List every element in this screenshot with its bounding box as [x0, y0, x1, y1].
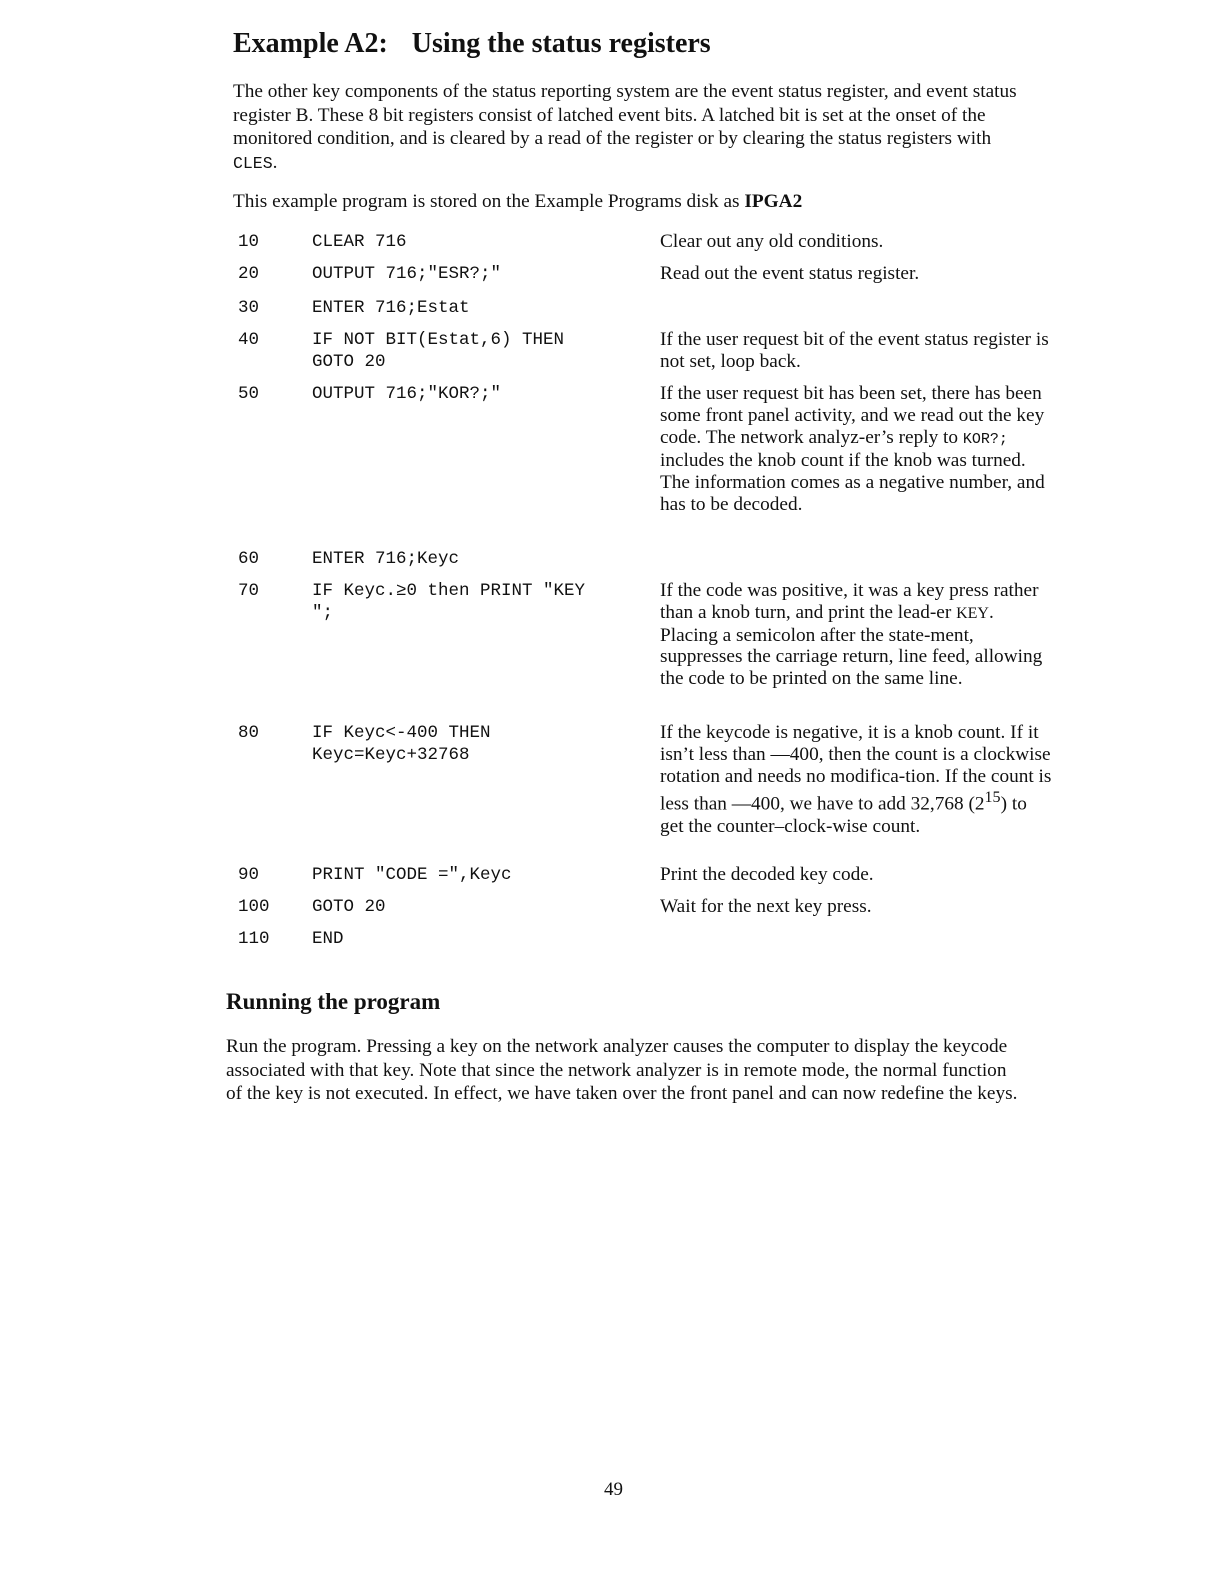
- line-code: IF Keyc.≥0 then PRINT "KEY ";: [312, 581, 586, 623]
- line-number: 40: [238, 330, 260, 350]
- desc-text: If the keycode is negative, it is a knob count. If it isn’t less than —400, then the count is a clockwise rotation and needs no modifica-tion. If the count is less than —400, we have to add 32,768 (2: [660, 722, 1052, 815]
- desc-text-end: includes the knob count if the knob was turned. The information comes as a negative number, and has to be decoded.: [660, 450, 1045, 515]
- line-code: OUTPUT 716;"ESR?;": [312, 264, 502, 284]
- intro-text-end: .: [272, 151, 278, 173]
- line-description: Print the decoded key code.: [660, 864, 874, 885]
- intro-command: CLES: [233, 153, 273, 173]
- page-number: 49: [604, 1479, 623, 1500]
- line-code: GOTO 20: [312, 897, 386, 917]
- line-description: If the user request bit of the event status register is not set, loop back.: [660, 329, 1049, 372]
- line-number: 20: [238, 264, 260, 284]
- line-code: CLEAR 716: [312, 232, 407, 252]
- page-heading: [233, 26, 711, 62]
- line-number: 80: [238, 723, 260, 743]
- line-description: [660, 383, 1055, 516]
- line-number: 10: [238, 232, 260, 252]
- line-code: OUTPUT 716;"KOR?;": [312, 384, 502, 404]
- desc-text: If the code was positive, it was a key press rather than a knob turn, and print the lead-er: [660, 580, 1039, 623]
- desc-text-end: ) to get the counter–clock-wise count.: [660, 793, 1027, 837]
- line-number: 100: [238, 897, 270, 917]
- line-description: [660, 722, 1055, 837]
- line-code: PRINT "CODE =",Keyc: [312, 865, 512, 885]
- line-code: ENTER 716;Estat: [312, 298, 470, 318]
- line-code: END: [312, 929, 344, 949]
- program-filename: IPGA2: [744, 191, 803, 212]
- line-description: [660, 580, 1055, 690]
- line-code: IF NOT BIT(Estat,6) THEN GOTO 20: [312, 330, 565, 372]
- section-heading: Running the program: [226, 989, 441, 1014]
- line-number: 110: [238, 929, 270, 949]
- desc-text: If the user request bit has been set, there has been some front panel activity, and we read out the key code. The network analyz-er’s reply to: [660, 383, 1045, 448]
- heading-title: Using the status registers: [411, 28, 711, 59]
- line-number: 60: [238, 549, 260, 569]
- desc-keyword: KEY: [956, 604, 989, 622]
- stored-text: This example program is stored on the Example Programs disk as: [233, 191, 745, 212]
- intro-paragraph: [233, 80, 1033, 175]
- line-description: Read out the event status register.: [660, 263, 920, 284]
- line-number: 70: [238, 581, 260, 601]
- line-description: Clear out any old conditions.: [660, 231, 884, 252]
- line-number: 90: [238, 865, 260, 885]
- line-number: 50: [238, 384, 260, 404]
- line-description: Wait for the next key press.: [660, 896, 872, 917]
- line-code: ENTER 716;Keyc: [312, 549, 460, 569]
- stored-note: [233, 190, 802, 214]
- heading-label: Example A2:: [233, 28, 388, 59]
- running-paragraph: Run the program. Pressing a key on the network analyzer causes the computer to display the keycode associated with that key. Note that since the network analyzer is in remote mode, the normal function of the key is not executed. In effect, we have taken over the front panel and can now redefine the keys.: [226, 1036, 1018, 1104]
- desc-text-end: . Placing a semicolon after the state-ment, suppresses the carriage return, line feed, allowing the code to be printed on the same line.: [660, 601, 1043, 690]
- desc-command: KOR?;: [962, 430, 1008, 448]
- line-code: IF Keyc<-400 THEN Keyc=Keyc+32768: [312, 723, 491, 765]
- desc-superscript: 15: [984, 789, 1001, 807]
- intro-text: The other key components of the status reporting system are the event status register, and event status register B. These 8 bit registers consist of latched event bits. A latched bit is set at the onset of the monitored condition, and is cleared by a read of the register or by clearing the status registers with: [233, 81, 1017, 149]
- line-number: 30: [238, 298, 260, 318]
